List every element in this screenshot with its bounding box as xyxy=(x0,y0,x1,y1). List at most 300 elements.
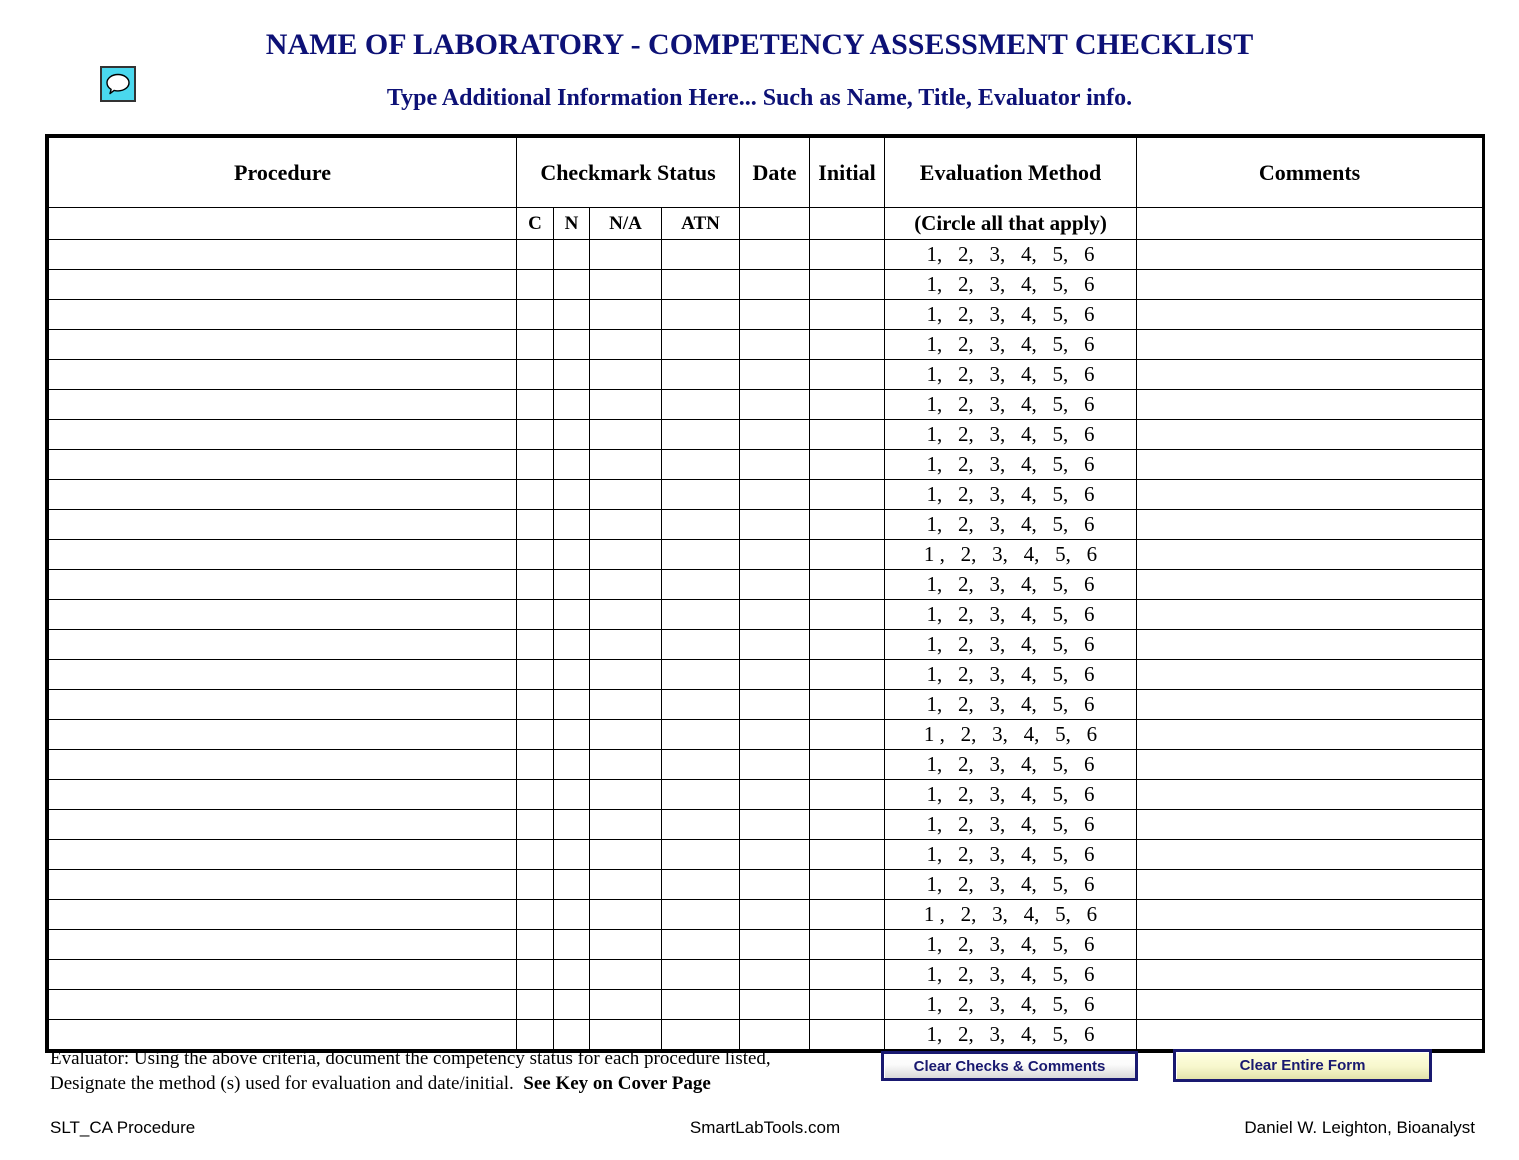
cell-n[interactable] xyxy=(554,330,590,360)
cell-initial[interactable] xyxy=(810,300,885,330)
cell-atn[interactable] xyxy=(662,810,740,840)
cell-initial[interactable] xyxy=(810,660,885,690)
competency-checklist-table xyxy=(48,137,1483,1050)
cell-evaluation-method[interactable]: 1, 2, 3, 4, 5, 6 xyxy=(885,570,1137,600)
cell-c[interactable] xyxy=(517,540,554,570)
cell-atn[interactable] xyxy=(662,570,740,600)
cell-comments[interactable] xyxy=(1137,240,1483,270)
cell-c[interactable] xyxy=(517,360,554,390)
cell-evaluation-method[interactable]: 1, 2, 3, 4, 5, 6 xyxy=(885,870,1137,900)
cell-n[interactable] xyxy=(554,990,590,1020)
cell-atn[interactable] xyxy=(662,390,740,420)
cell-date[interactable] xyxy=(740,300,810,330)
cell-comments[interactable] xyxy=(1137,810,1483,840)
cell-comments[interactable] xyxy=(1137,390,1483,420)
cell-evaluation-method[interactable]: 1, 2, 3, 4, 5, 6 xyxy=(885,1020,1137,1050)
cell-initial[interactable] xyxy=(810,750,885,780)
cell-procedure[interactable] xyxy=(49,450,517,480)
cell-procedure[interactable] xyxy=(49,750,517,780)
cell-na[interactable] xyxy=(590,720,662,750)
cell-n[interactable] xyxy=(554,630,590,660)
cell-comments[interactable] xyxy=(1137,930,1483,960)
cell-initial[interactable] xyxy=(810,390,885,420)
cell-c[interactable] xyxy=(517,420,554,450)
cell-initial[interactable] xyxy=(810,360,885,390)
cell-date[interactable] xyxy=(740,960,810,990)
cell-procedure[interactable] xyxy=(49,780,517,810)
cell-n[interactable] xyxy=(554,960,590,990)
cell-na[interactable] xyxy=(590,390,662,420)
subheader-date-blank xyxy=(740,208,810,240)
cell-initial[interactable] xyxy=(810,810,885,840)
table-row xyxy=(49,870,1483,900)
cell-comments[interactable] xyxy=(1137,450,1483,480)
col-header-checkmark-status: Checkmark Status xyxy=(517,138,740,208)
cell-na[interactable] xyxy=(590,780,662,810)
cell-na[interactable] xyxy=(590,690,662,720)
cell-atn[interactable] xyxy=(662,480,740,510)
cell-procedure[interactable] xyxy=(49,990,517,1020)
cell-atn[interactable] xyxy=(662,780,740,810)
cell-date[interactable] xyxy=(740,840,810,870)
cell-date[interactable] xyxy=(740,480,810,510)
table-row xyxy=(49,450,1483,480)
table-row xyxy=(49,690,1483,720)
cell-na[interactable] xyxy=(590,450,662,480)
cell-n[interactable] xyxy=(554,390,590,420)
cell-date[interactable] xyxy=(740,810,810,840)
cell-procedure[interactable] xyxy=(49,720,517,750)
cell-date[interactable] xyxy=(740,420,810,450)
table-row xyxy=(49,630,1483,660)
table-row xyxy=(49,780,1483,810)
clear-checks-button-label: Clear Checks & Comments xyxy=(913,1057,1106,1075)
cell-c[interactable] xyxy=(517,870,554,900)
cell-n[interactable] xyxy=(554,600,590,630)
cell-c[interactable] xyxy=(517,1020,554,1050)
cell-date[interactable] xyxy=(740,660,810,690)
cell-comments[interactable] xyxy=(1137,990,1483,1020)
cell-date[interactable] xyxy=(740,990,810,1020)
cell-initial[interactable] xyxy=(810,510,885,540)
cell-n[interactable] xyxy=(554,450,590,480)
cell-initial[interactable] xyxy=(810,240,885,270)
footer-document-id: SLT_CA Procedure xyxy=(50,1118,196,1137)
cell-na[interactable] xyxy=(590,600,662,630)
table-subheader-row xyxy=(49,208,1483,240)
cell-atn[interactable] xyxy=(662,630,740,660)
cell-initial[interactable] xyxy=(810,600,885,630)
cell-evaluation-method[interactable]: 1 , 2, 3, 4, 5, 6 xyxy=(885,900,1137,930)
cell-atn[interactable] xyxy=(662,840,740,870)
cell-c[interactable] xyxy=(517,750,554,780)
cell-initial[interactable] xyxy=(810,930,885,960)
cell-c[interactable] xyxy=(517,990,554,1020)
table-header-row xyxy=(49,138,1483,208)
cell-atn[interactable] xyxy=(662,360,740,390)
cell-procedure[interactable] xyxy=(49,540,517,570)
cell-procedure[interactable] xyxy=(49,300,517,330)
cell-na[interactable] xyxy=(590,540,662,570)
cell-n[interactable] xyxy=(554,870,590,900)
cell-initial[interactable] xyxy=(810,870,885,900)
cell-na[interactable] xyxy=(590,960,662,990)
subheader-na: N/A xyxy=(590,208,662,240)
cell-n[interactable] xyxy=(554,690,590,720)
cell-initial[interactable] xyxy=(810,720,885,750)
cell-na[interactable] xyxy=(590,420,662,450)
subheader-initial-blank xyxy=(810,208,885,240)
subheader-atn: ATN xyxy=(662,208,740,240)
cell-na[interactable] xyxy=(590,810,662,840)
cell-date[interactable] xyxy=(740,360,810,390)
cell-n[interactable] xyxy=(554,570,590,600)
cell-procedure[interactable] xyxy=(49,600,517,630)
subheader-comments-blank xyxy=(1137,208,1483,240)
cell-n[interactable] xyxy=(554,360,590,390)
cell-atn[interactable] xyxy=(662,240,740,270)
cell-na[interactable] xyxy=(590,1020,662,1050)
cell-evaluation-method[interactable]: 1, 2, 3, 4, 5, 6 xyxy=(885,630,1137,660)
clear-entire-form-button-label: Clear Entire Form xyxy=(1239,1057,1366,1074)
cell-procedure[interactable] xyxy=(49,240,517,270)
cell-evaluation-method[interactable]: 1 , 2, 3, 4, 5, 6 xyxy=(885,720,1137,750)
cell-initial[interactable] xyxy=(810,570,885,600)
cell-evaluation-method[interactable]: 1, 2, 3, 4, 5, 6 xyxy=(885,990,1137,1020)
cell-n[interactable] xyxy=(554,780,590,810)
cell-c[interactable] xyxy=(517,510,554,540)
cell-comments[interactable] xyxy=(1137,300,1483,330)
cell-c[interactable] xyxy=(517,660,554,690)
cell-evaluation-method[interactable]: 1, 2, 3, 4, 5, 6 xyxy=(885,450,1137,480)
cell-n[interactable] xyxy=(554,480,590,510)
cell-procedure[interactable] xyxy=(49,570,517,600)
subheader-circle-note: (Circle all that apply) xyxy=(885,208,1137,240)
cell-c[interactable] xyxy=(517,840,554,870)
cell-c[interactable] xyxy=(517,480,554,510)
cell-n[interactable] xyxy=(554,300,590,330)
cell-n[interactable] xyxy=(554,270,590,300)
cell-evaluation-method[interactable]: 1, 2, 3, 4, 5, 6 xyxy=(885,600,1137,630)
table-row xyxy=(49,600,1483,630)
cell-initial[interactable] xyxy=(810,990,885,1020)
cell-na[interactable] xyxy=(590,870,662,900)
col-header-date: Date xyxy=(740,138,810,208)
cell-c[interactable] xyxy=(517,810,554,840)
cell-date[interactable] xyxy=(740,390,810,420)
cell-atn[interactable] xyxy=(662,750,740,780)
table-row xyxy=(49,570,1483,600)
cell-n[interactable] xyxy=(554,750,590,780)
cell-na[interactable] xyxy=(590,840,662,870)
cell-n[interactable] xyxy=(554,720,590,750)
cell-comments[interactable] xyxy=(1137,630,1483,660)
clear-entire-form-button[interactable] xyxy=(1173,1049,1432,1082)
cell-c[interactable] xyxy=(517,600,554,630)
cell-evaluation-method[interactable]: 1, 2, 3, 4, 5, 6 xyxy=(885,510,1137,540)
cell-c[interactable] xyxy=(517,270,554,300)
cell-c[interactable] xyxy=(517,330,554,360)
cell-c[interactable] xyxy=(517,390,554,420)
cell-comments[interactable] xyxy=(1137,660,1483,690)
cell-atn[interactable] xyxy=(662,270,740,300)
cell-evaluation-method[interactable]: 1, 2, 3, 4, 5, 6 xyxy=(885,420,1137,450)
cell-n[interactable] xyxy=(554,510,590,540)
cell-evaluation-method[interactable]: 1, 2, 3, 4, 5, 6 xyxy=(885,300,1137,330)
cell-atn[interactable] xyxy=(662,300,740,330)
col-header-comments: Comments xyxy=(1137,138,1483,208)
cell-n[interactable] xyxy=(554,1020,590,1050)
cell-atn[interactable] xyxy=(662,990,740,1020)
cell-comments[interactable] xyxy=(1137,900,1483,930)
cell-atn[interactable] xyxy=(662,330,740,360)
table-row xyxy=(49,990,1483,1020)
cell-initial[interactable] xyxy=(810,270,885,300)
cell-comments[interactable] xyxy=(1137,1020,1483,1050)
cell-na[interactable] xyxy=(590,360,662,390)
cell-date[interactable] xyxy=(740,270,810,300)
cell-comments[interactable] xyxy=(1137,480,1483,510)
cell-atn[interactable] xyxy=(662,450,740,480)
cell-comments[interactable] xyxy=(1137,600,1483,630)
cell-comments[interactable] xyxy=(1137,270,1483,300)
cell-evaluation-method[interactable]: 1, 2, 3, 4, 5, 6 xyxy=(885,960,1137,990)
cell-date[interactable] xyxy=(740,930,810,960)
cell-initial[interactable] xyxy=(810,540,885,570)
evaluator-note-line-2-plain: Designate the method (s) used for evaluation and date/initial. xyxy=(50,1073,524,1094)
cell-evaluation-method[interactable]: 1, 2, 3, 4, 5, 6 xyxy=(885,480,1137,510)
cell-na[interactable] xyxy=(590,480,662,510)
cell-procedure[interactable] xyxy=(49,960,517,990)
cell-procedure[interactable] xyxy=(49,1020,517,1050)
table-row xyxy=(49,900,1483,930)
cell-evaluation-method[interactable]: 1, 2, 3, 4, 5, 6 xyxy=(885,690,1137,720)
cell-c[interactable] xyxy=(517,960,554,990)
cell-initial[interactable] xyxy=(810,840,885,870)
cell-date[interactable] xyxy=(740,720,810,750)
cell-date[interactable] xyxy=(740,240,810,270)
cell-evaluation-method[interactable]: 1, 2, 3, 4, 5, 6 xyxy=(885,660,1137,690)
cell-comments[interactable] xyxy=(1137,510,1483,540)
cell-date[interactable] xyxy=(740,630,810,660)
col-header-procedure: Procedure xyxy=(49,138,517,208)
cell-initial[interactable] xyxy=(810,450,885,480)
cell-na[interactable] xyxy=(590,930,662,960)
cell-na[interactable] xyxy=(590,570,662,600)
cell-n[interactable] xyxy=(554,240,590,270)
cell-initial[interactable] xyxy=(810,960,885,990)
cell-comments[interactable] xyxy=(1137,540,1483,570)
table-row xyxy=(49,510,1483,540)
cell-evaluation-method[interactable]: 1, 2, 3, 4, 5, 6 xyxy=(885,840,1137,870)
cell-na[interactable] xyxy=(590,990,662,1020)
cell-procedure[interactable] xyxy=(49,510,517,540)
cell-procedure[interactable] xyxy=(49,330,517,360)
cell-comments[interactable] xyxy=(1137,750,1483,780)
table-row xyxy=(49,420,1483,450)
cell-procedure[interactable] xyxy=(49,420,517,450)
cell-atn[interactable] xyxy=(662,960,740,990)
cell-procedure[interactable] xyxy=(49,270,517,300)
table-row xyxy=(49,660,1483,690)
cell-evaluation-method[interactable]: 1, 2, 3, 4, 5, 6 xyxy=(885,240,1137,270)
cell-comments[interactable] xyxy=(1137,780,1483,810)
document-header xyxy=(0,0,1519,128)
cell-na[interactable] xyxy=(590,900,662,930)
cell-date[interactable] xyxy=(740,570,810,600)
table-head xyxy=(49,138,1483,240)
cell-comments[interactable] xyxy=(1137,570,1483,600)
cell-comments[interactable] xyxy=(1137,330,1483,360)
table-row xyxy=(49,300,1483,330)
cell-procedure[interactable] xyxy=(49,840,517,870)
cell-n[interactable] xyxy=(554,660,590,690)
cell-evaluation-method[interactable]: 1, 2, 3, 4, 5, 6 xyxy=(885,270,1137,300)
table-row xyxy=(49,240,1483,270)
cell-na[interactable] xyxy=(590,300,662,330)
clear-checks-and-comments-button[interactable] xyxy=(881,1051,1138,1081)
cell-atn[interactable] xyxy=(662,690,740,720)
cell-atn[interactable] xyxy=(662,900,740,930)
cell-date[interactable] xyxy=(740,540,810,570)
cell-procedure[interactable] xyxy=(49,870,517,900)
cell-n[interactable] xyxy=(554,930,590,960)
cell-evaluation-method[interactable]: 1 , 2, 3, 4, 5, 6 xyxy=(885,540,1137,570)
cell-na[interactable] xyxy=(590,630,662,660)
cell-comments[interactable] xyxy=(1137,690,1483,720)
cell-n[interactable] xyxy=(554,420,590,450)
subheader-n: N xyxy=(554,208,590,240)
table-row xyxy=(49,360,1483,390)
cell-initial[interactable] xyxy=(810,1020,885,1050)
subheader-c: C xyxy=(517,208,554,240)
cell-initial[interactable] xyxy=(810,330,885,360)
cell-atn[interactable] xyxy=(662,510,740,540)
table-row xyxy=(49,270,1483,300)
cell-atn[interactable] xyxy=(662,540,740,570)
cell-n[interactable] xyxy=(554,540,590,570)
cell-date[interactable] xyxy=(740,510,810,540)
table-row xyxy=(49,840,1483,870)
cell-procedure[interactable] xyxy=(49,810,517,840)
cell-na[interactable] xyxy=(590,270,662,300)
footer-author: Daniel W. Leighton, Bioanalyst xyxy=(1244,1118,1475,1137)
cell-na[interactable] xyxy=(590,510,662,540)
cell-evaluation-method[interactable]: 1, 2, 3, 4, 5, 6 xyxy=(885,930,1137,960)
cell-atn[interactable] xyxy=(662,930,740,960)
cell-n[interactable] xyxy=(554,840,590,870)
page-footer xyxy=(50,1118,1480,1142)
cell-atn[interactable] xyxy=(662,720,740,750)
cell-evaluation-method[interactable]: 1, 2, 3, 4, 5, 6 xyxy=(885,780,1137,810)
cell-evaluation-method[interactable]: 1, 2, 3, 4, 5, 6 xyxy=(885,390,1137,420)
cell-initial[interactable] xyxy=(810,630,885,660)
cell-procedure[interactable] xyxy=(49,480,517,510)
cell-na[interactable] xyxy=(590,240,662,270)
cell-evaluation-method[interactable]: 1, 2, 3, 4, 5, 6 xyxy=(885,810,1137,840)
cell-procedure[interactable] xyxy=(49,900,517,930)
cell-date[interactable] xyxy=(740,1020,810,1050)
cell-comments[interactable] xyxy=(1137,360,1483,390)
cell-c[interactable] xyxy=(517,240,554,270)
cell-procedure[interactable] xyxy=(49,360,517,390)
cell-date[interactable] xyxy=(740,690,810,720)
cell-date[interactable] xyxy=(740,900,810,930)
cell-c[interactable] xyxy=(517,900,554,930)
cell-c[interactable] xyxy=(517,930,554,960)
cell-date[interactable] xyxy=(740,450,810,480)
cell-n[interactable] xyxy=(554,810,590,840)
cell-n[interactable] xyxy=(554,900,590,930)
cell-initial[interactable] xyxy=(810,420,885,450)
table-row xyxy=(49,960,1483,990)
cell-evaluation-method[interactable]: 1, 2, 3, 4, 5, 6 xyxy=(885,330,1137,360)
cell-atn[interactable] xyxy=(662,600,740,630)
page-subtitle[interactable]: Type Additional Information Here... Such as Name, Title, Evaluator info. xyxy=(386,85,1133,111)
cell-c[interactable] xyxy=(517,300,554,330)
cell-date[interactable] xyxy=(740,780,810,810)
cell-date[interactable] xyxy=(740,870,810,900)
evaluator-note-line-1: Evaluator: Using the above criteria, document the competency status for each procedure listed, xyxy=(50,1048,771,1069)
cell-na[interactable] xyxy=(590,660,662,690)
cell-procedure[interactable] xyxy=(49,390,517,420)
cell-procedure[interactable] xyxy=(49,930,517,960)
cell-na[interactable] xyxy=(590,750,662,780)
cell-evaluation-method[interactable]: 1, 2, 3, 4, 5, 6 xyxy=(885,750,1137,780)
page-title: NAME OF LABORATORY - COMPETENCY ASSESSMENT CHECKLIST xyxy=(265,28,1254,61)
cell-comments[interactable] xyxy=(1137,720,1483,750)
cell-evaluation-method[interactable]: 1, 2, 3, 4, 5, 6 xyxy=(885,360,1137,390)
col-header-initial: Initial xyxy=(810,138,885,208)
cell-initial[interactable] xyxy=(810,690,885,720)
cell-c[interactable] xyxy=(517,630,554,660)
cell-c[interactable] xyxy=(517,450,554,480)
cell-initial[interactable] xyxy=(810,480,885,510)
cell-date[interactable] xyxy=(740,330,810,360)
table-row xyxy=(49,540,1483,570)
cell-date[interactable] xyxy=(740,750,810,780)
cell-na[interactable] xyxy=(590,330,662,360)
cell-comments[interactable] xyxy=(1137,870,1483,900)
evaluator-note-line-2 xyxy=(50,1071,870,1096)
cell-initial[interactable] xyxy=(810,900,885,930)
cell-procedure[interactable] xyxy=(49,660,517,690)
cell-c[interactable] xyxy=(517,690,554,720)
table-row xyxy=(49,810,1483,840)
table-row xyxy=(49,390,1483,420)
table-row xyxy=(49,930,1483,960)
cell-c[interactable] xyxy=(517,570,554,600)
cell-date[interactable] xyxy=(740,600,810,630)
subheader-procedure-blank xyxy=(49,208,517,240)
cell-procedure[interactable] xyxy=(49,690,517,720)
cell-atn[interactable] xyxy=(662,870,740,900)
cell-atn[interactable] xyxy=(662,1020,740,1050)
cell-c[interactable] xyxy=(517,780,554,810)
footer-website: SmartLabTools.com xyxy=(689,1118,841,1137)
cell-comments[interactable] xyxy=(1137,960,1483,990)
see-key-on-cover-page: See Key on Cover Page xyxy=(523,1073,711,1094)
cell-comments[interactable] xyxy=(1137,840,1483,870)
table-row xyxy=(49,750,1483,780)
table-body xyxy=(49,240,1483,1050)
cell-procedure[interactable] xyxy=(49,630,517,660)
cell-comments[interactable] xyxy=(1137,420,1483,450)
cell-atn[interactable] xyxy=(662,420,740,450)
cell-c[interactable] xyxy=(517,720,554,750)
cell-initial[interactable] xyxy=(810,780,885,810)
cell-atn[interactable] xyxy=(662,660,740,690)
